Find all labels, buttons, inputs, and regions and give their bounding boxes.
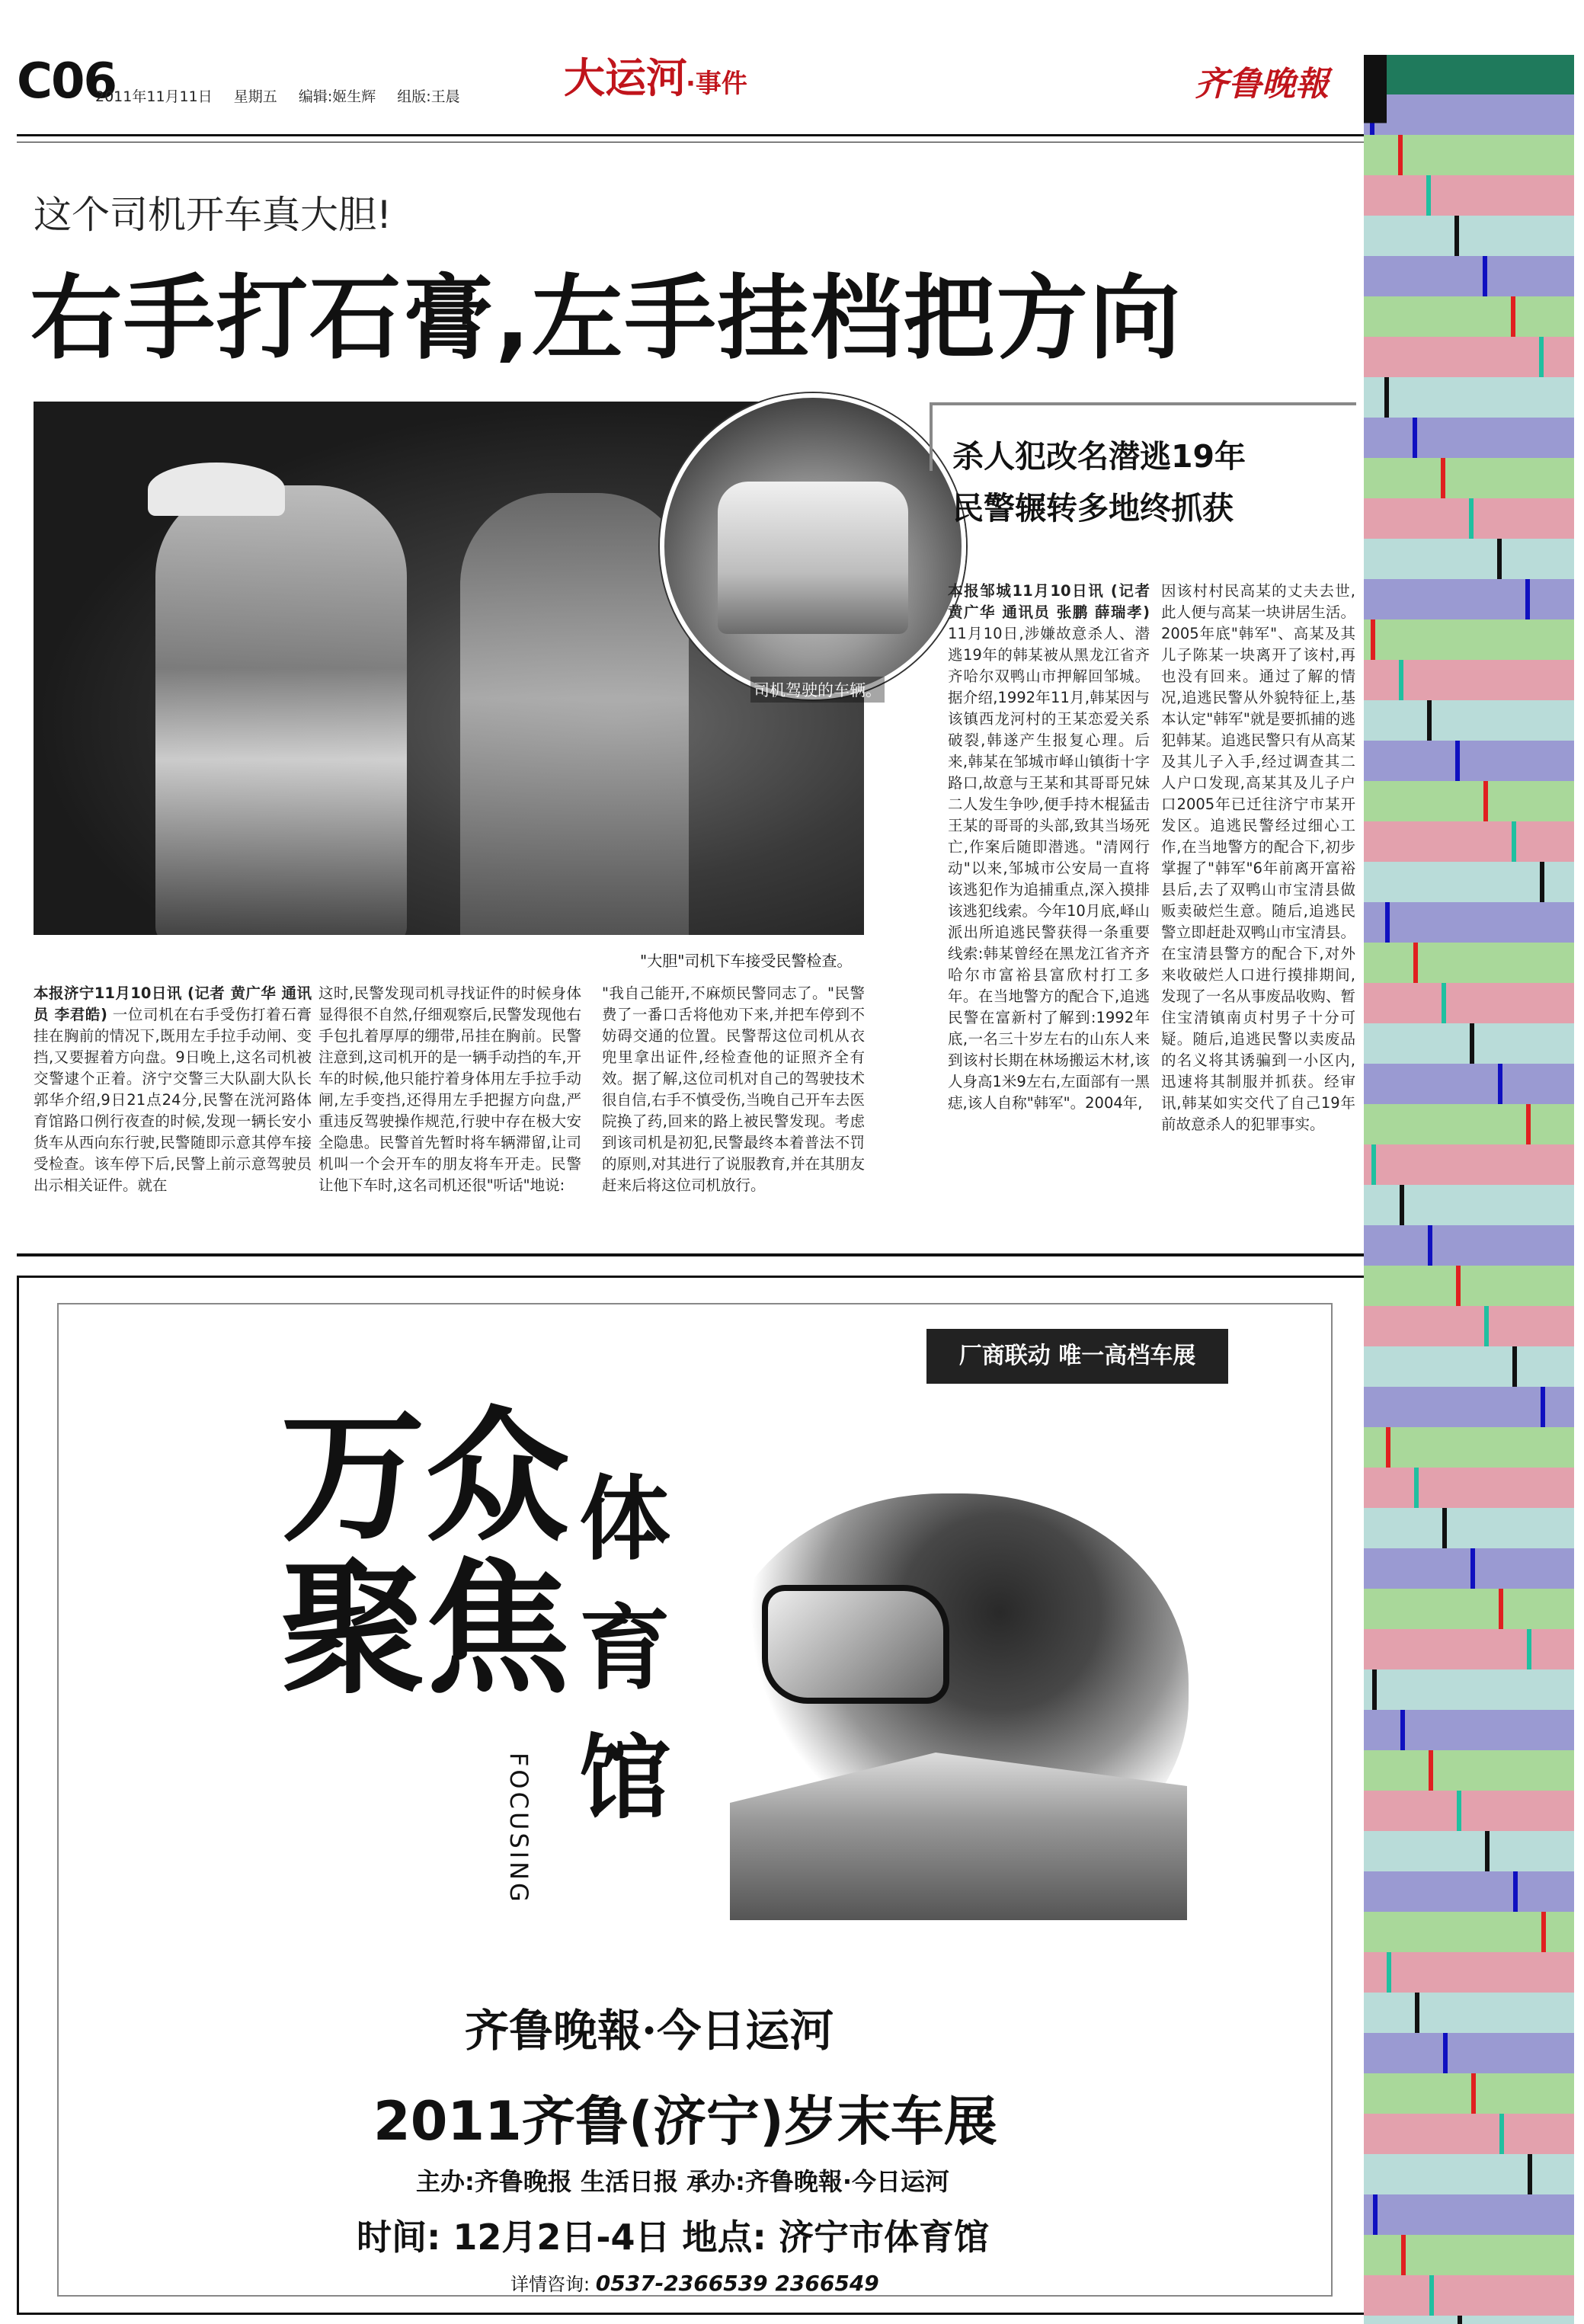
strip-band [1364, 2073, 1574, 2114]
side-rule [930, 402, 1356, 405]
lead-headline: 右手打石膏,左手挂档把方向 [30, 266, 1182, 372]
lead-column-1 [34, 983, 312, 1196]
strip-band [1364, 216, 1574, 256]
side-text-2: 因该村村民高某的丈夫去世,此人便与高某一块讲居生活。2005年底"韩军"、高某及其儿子陈某一块离开了该村,再也没有回来。通过了解的情况,追逃民警从外貌特征上,基本认定"韩军"就是要抓捕的逃犯韩某。追逃民警只有从高某及其儿子入手,经过调查其二人户口发现,高某其及儿子户口2005年已迁往济宁市某开发区。追逃民警经过细心工作,在当地警方的配合下,初步掌握了"韩军"6年前离开富裕县后,去了双鸭山市宝清县做贩卖破烂生意。随后,追逃民警立即赶赴双鸭山市宝清县。在宝清县警方的配合下,对外来收破烂人口进行摸排期间,发现了一名从事废品收购、暂住宝清镇南贞村男子十分可疑。随后,追逃民警以卖废品的名义将其诱骗到一小区内,迅速将其制服并抓获。经审讯,韩某如实交代了自己19年前故意杀人的犯罪事实。 [1161, 582, 1355, 1133]
section-divider [17, 1253, 1365, 1256]
strip-band [1364, 983, 1574, 1023]
strip-marker [1497, 539, 1502, 579]
section-name: ·事件 [686, 69, 747, 99]
strip-band [1364, 2235, 1574, 2275]
strip-band [1364, 498, 1574, 539]
strip-band [1364, 458, 1574, 498]
strip-band [1364, 1266, 1574, 1306]
strip-band [1364, 418, 1574, 458]
strip-band [1364, 741, 1574, 781]
strip-band [1364, 1669, 1574, 1710]
lead-kicker: 这个司机开车真大胆! [34, 193, 392, 237]
strip-marker [1413, 418, 1417, 458]
strip-marker [1485, 1831, 1490, 1871]
strip-marker [1541, 1912, 1546, 1952]
strip-marker [1415, 1993, 1419, 2033]
strip-band [1364, 619, 1574, 660]
driver-figure [460, 493, 689, 935]
car-mirror-art [762, 1585, 949, 1704]
strip-band [1364, 377, 1574, 418]
lead-byline: 本报济宁11月10日讯 (记者 黄广华 通讯员 李君皓) [34, 984, 312, 1023]
strip-left-edge [1364, 55, 1387, 2324]
strip-band [1364, 296, 1574, 337]
strip-marker [1442, 983, 1446, 1023]
strip-marker [1387, 1952, 1391, 1993]
strip-band [1364, 337, 1574, 377]
strip-band [1364, 1185, 1574, 1225]
strip-marker [1528, 2154, 1532, 2194]
color-strip [1364, 55, 1574, 2324]
strip-marker [1429, 2275, 1434, 2316]
lead-column-3 [602, 983, 865, 1196]
strip-header [1364, 55, 1574, 94]
strip-marker [1456, 1266, 1461, 1306]
van-shape [718, 482, 908, 634]
strip-band [1364, 1306, 1574, 1346]
strip-band [1364, 579, 1574, 619]
strip-marker [1499, 1589, 1503, 1629]
strip-marker [1512, 821, 1516, 862]
strip-band [1364, 700, 1574, 741]
strip-band [1364, 1548, 1574, 1589]
strip-band [1364, 175, 1574, 216]
strip-marker [1540, 862, 1544, 902]
strip-band [1364, 1144, 1574, 1185]
strip-marker [1470, 1548, 1475, 1589]
strip-band [1364, 1871, 1574, 1912]
ad-focusing: FOCUSING [504, 1753, 533, 1905]
strip-band [1364, 1750, 1574, 1791]
ad-contact-label: 详情咨询: [510, 2274, 590, 2295]
strip-band [1364, 902, 1574, 943]
police-figure [155, 485, 407, 935]
strip-band [1364, 943, 1574, 983]
strip-band [1364, 94, 1574, 135]
inset-caption: 司机驾驶的车辆。 [750, 677, 885, 703]
strip-band [1364, 539, 1574, 579]
strip-band [1364, 2194, 1574, 2235]
strip-marker [1400, 1710, 1405, 1750]
strip-band [1364, 1993, 1574, 2033]
strip-marker [1483, 256, 1487, 296]
strip-marker [1443, 2033, 1448, 2073]
strip-marker [1498, 1064, 1502, 1104]
layout-credit: 组版:王晨 [397, 88, 460, 105]
strip-marker [1455, 741, 1460, 781]
strip-marker [1469, 498, 1474, 539]
strip-marker [1457, 1791, 1461, 1831]
strip-marker [1484, 1306, 1489, 1346]
strip-band [1364, 1225, 1574, 1266]
strip-marker [1399, 660, 1403, 700]
strip-band [1364, 1589, 1574, 1629]
strip-marker [1442, 1508, 1447, 1548]
ad-organizers: 齐鲁晚報·今日运河 [465, 2005, 834, 2057]
strip-marker [1470, 1023, 1474, 1064]
ad-time-place: 时间: 12月2日-4日 地点: 济宁市体育馆 [357, 2217, 989, 2258]
strip-band [1364, 1387, 1574, 1427]
strip-band [1364, 1023, 1574, 1064]
ad-venue: 体育馆 [579, 1467, 670, 1832]
strip-band [1364, 781, 1574, 821]
strip-marker [1541, 1387, 1545, 1427]
strip-band [1364, 256, 1574, 296]
calligraphy-line-2: 聚焦 [280, 1544, 571, 1714]
page-code: C06 [17, 53, 117, 110]
side-text-1: 11月10日,涉嫌故意杀人、潜逃19年的韩某被从黑龙江省齐齐哈尔双鸭山市押解回邹城。据介绍,1992年11月,韩某因与该镇西龙河村的王某恋爱关系破裂,韩遂产生报复心理。后来,韩某在邹城市峄山镇街十字路口,故意与王某和其哥哥兄妹二人发生争吵,便手持木棍猛击王某的哥哥的头部,致其当场死亡,作案后随即潜逃。"清网行动"以来,邹城市公安局一直将该逃犯作为追捕重点,深入摸排该逃犯线索。今年10月底,峄山派出所追逃民警获得一条重要线索:韩某曾经在黑龙江省齐齐哈尔市富裕县富欣村打工多年。在当地警方的配合下,追逃民警在富新村了解到:1992年底,一名三十岁左右的山东人来到该村长期在林场搬运木材,该人身高1米9左右,左面部有一黑痣,该人自称"韩军"。2004年, [948, 625, 1150, 1112]
strip-marker [1526, 1104, 1531, 1144]
strip-marker [1413, 943, 1418, 983]
page-meta [95, 85, 477, 106]
strip-marker [1427, 700, 1432, 741]
side-column-2 [1161, 581, 1355, 1135]
lead-text-3: "我自己能开,不麻烦民警同志了。"民警费了一番口舌将他劝下来,并把车停到不妨碍交通的位置。民警帮这位司机从衣兜里拿出证件,经检查他的证照齐全有效。据了解,这位司机对自己的驾驶技术很自信,右手不慎受伤,当晚自己开车去医院换了药,回来的路上被民警发现。考虑到该司机是初犯,民警最终本着普法不罚的原则,对其进行了说服教育,并在其朋友赶来后将这位司机放行。 [602, 984, 865, 1194]
strip-band [1364, 862, 1574, 902]
strip-marker [1471, 2073, 1476, 2114]
lead-text-1: 一位司机在右手受伤打着石膏挂在胸前的情况下,既用左手拉手动闸、变挡,又要握着方向盘。9日晚上,这名司机被交警逮个正着。济宁交警三大队副大队长郭华介绍,9日21点24分,民警在洸河路体育馆路口例行夜查的时候,发现一辆长安小货车从西向东行驶,民警随即示意其停车接受检查。该车停下后,民警上前示意驾驶员出示相关证件。就在 [34, 1006, 312, 1194]
strip-marker [1458, 2316, 1462, 2324]
newspaper-logo: 齐鲁晚報 [1195, 65, 1329, 104]
column-logo: 大运河 [564, 53, 687, 102]
strip-band [1364, 1104, 1574, 1144]
strip-band [1364, 2154, 1574, 2194]
strip-marker [1400, 1185, 1404, 1225]
ad-calligraphy [280, 1391, 571, 1714]
strip-marker [1511, 296, 1515, 337]
ad-expo-title: 2011齐鲁(济宁)岁末车展 [373, 2090, 997, 2153]
lead-text-2: 这时,民警发现司机寻找证件的时候身体显得很不自然,仔细观察后,民警发现他右手包扎着厚厚的绷带,吊挂在胸前。民警注意到,这司机开的是一辆手动挡的车,开车的时候,他只能拧着身体用左手拉手动闸,左手变挡,还得用左手把握方向盘,严重违反驾驶操作规范,行驶中存在极大安全隐患。民警首先暂时将车辆滞留,让司机叫一个会开车的朋友将车开走。民警让他下车时,这名司机还很"听话"地说: [318, 984, 581, 1194]
strip-marker [1426, 175, 1431, 216]
lead-photo-caption: "大胆"司机下车接受民警检查。 [640, 952, 853, 970]
strip-band [1364, 1508, 1574, 1548]
strip-band [1364, 1831, 1574, 1871]
issue-date: 2011年11月11日 [95, 88, 213, 105]
strip-marker [1539, 337, 1544, 377]
side-headline-1: 杀人犯改名潜逃19年 [952, 438, 1246, 475]
strip-band [1364, 660, 1574, 700]
strip-marker [1499, 2114, 1504, 2154]
editor-credit: 编辑:姬生辉 [298, 88, 376, 105]
strip-band [1364, 1629, 1574, 1669]
issue-weekday: 星期五 [233, 88, 277, 105]
ad-contact [510, 2269, 879, 2296]
side-rule-vert [930, 402, 933, 471]
side-byline: 本报邹城11月10日讯 (记者 黄广华 通讯员 张鹏 薛瑞孝) [948, 582, 1150, 621]
strip-marker [1513, 1871, 1518, 1912]
strip-band [1364, 1468, 1574, 1508]
strip-band [1364, 1346, 1574, 1387]
inset-photo [660, 393, 966, 699]
strip-band [1364, 1710, 1574, 1750]
strip-band [1364, 1952, 1574, 1993]
strip-band [1364, 1791, 1574, 1831]
strip-band [1364, 2114, 1574, 2154]
ad-contact-numbers: 0537-2366539 2366549 [595, 2271, 879, 2296]
strip-band [1364, 135, 1574, 175]
strip-band [1364, 1064, 1574, 1104]
strip-band [1364, 2033, 1574, 2073]
side-column-1 [948, 581, 1150, 1114]
strip-marker [1527, 1629, 1531, 1669]
side-headline-2: 民警辗转多地终抓获 [952, 490, 1234, 527]
strip-band [1364, 2275, 1574, 2316]
strip-marker [1454, 216, 1459, 256]
strip-marker [1441, 458, 1445, 498]
strip-marker [1414, 1468, 1419, 1508]
lead-column-2 [318, 983, 581, 1196]
side-headline [952, 431, 1246, 534]
strip-marker [1483, 781, 1488, 821]
strip-band [1364, 821, 1574, 862]
strip-marker [1398, 135, 1403, 175]
ad-hosts: 主办:齐鲁晚报 生活日报 承办:齐鲁晚報·今日运河 [416, 2167, 950, 2196]
strip-marker [1428, 1225, 1432, 1266]
calligraphy-line-1: 万众 [280, 1391, 571, 1561]
strip-band [1364, 1427, 1574, 1468]
strip-band [1364, 1912, 1574, 1952]
strip-marker [1525, 579, 1530, 619]
police-cap [148, 463, 285, 516]
strip-band [1364, 2316, 1574, 2324]
strip-marker [1512, 1346, 1517, 1387]
header-rule [17, 134, 1365, 136]
strip-marker [1401, 2235, 1406, 2275]
strip-marker [1429, 1750, 1433, 1791]
ad-tag: 厂商联动 唯一高档车展 [926, 1329, 1228, 1384]
